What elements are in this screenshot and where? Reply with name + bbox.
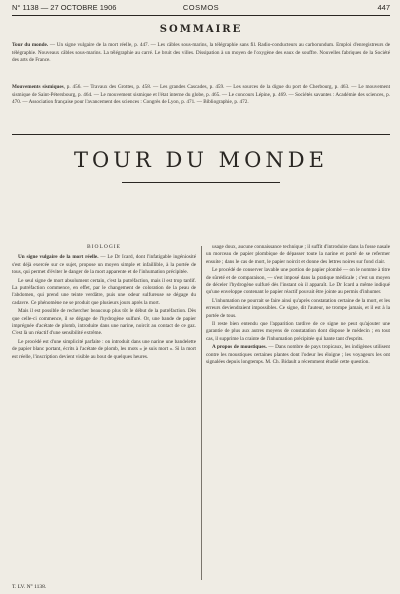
running-head — [12, 3, 390, 15]
header-rule — [12, 15, 390, 16]
left-column — [12, 244, 196, 580]
article-paragraph-1: — Le Dr Icard, dont l'infatigable ingéniosité s'est déjà exercée sur ce sujet, propose un moyen simple et infaillible, à la portée de tous, qui permet d'éviter le danger de la mort apparente et de l'inhumation précipitée. — [12, 254, 196, 276]
sommaire-other-text: , p. 456. — Travaux des Grottes, p. 458. — Les grandes Cascades, p. 459. — Les sources de la digue du port de Cherbourg, p. 463. — Le mouvement sismique de Saint-Pétersbourg, p. 464. — Le mouvement sismique et l'état interne du globe, p. 465. — Le concours Lépine, p. 469. — Sociétés savantes : Académie des sciences, p. 470. — Association française pour l'avancement des sciences : Congrès de Lyon, p. 471. — Bibliographie, p. 472. — [12, 84, 391, 105]
lead-paragraph — [12, 254, 196, 276]
volume-footer: T. LV. N° 1138. — [12, 584, 47, 590]
page-number: 447 — [377, 3, 390, 12]
sommaire-tour-du-monde — [12, 42, 390, 65]
title-underline — [122, 182, 280, 183]
issue-number: N° 1138 — 27 OCTOBRE 1906 — [12, 3, 117, 12]
article-paragraph-2: Le seul signe de mort absolument certain, c'est la putréfaction, mais il est trop tardif. La putréfaction commence, en effet, par le changement de coloration de la peau de l'abdomen, qui prend une teinte verdâtre, puis une odeur sulfureuse se dégage du cadavre. Ce phénomène ne se produit que plusieurs jours après la mort. — [12, 277, 196, 306]
sommaire-title: SOMMAIRE — [159, 24, 243, 35]
article-paragraph-4: Le procédé est d'une simplicité parfaite : on introduit dans une narine une bandelette de papier blanc portant, écrits à l'acétate de plomb, les mots « je suis mort ». Si la mort est réelle, l'inscription devient visible au bout de quelques heures. — [12, 338, 196, 360]
journal-title: COSMOS — [182, 3, 220, 12]
right-paragraph-1: usage doux, aucune connaissance technique ; il suffit d'introduire dans la fosse nasale un morceau de papier plombique de dépasser toute la narine et porté de se refermer ensuite ; dans le cas de mort, le papier noircit et donne des lettres noires sur fond clair. — [206, 244, 390, 265]
sommaire-other-articles — [12, 84, 390, 107]
sommaire-tour-label: Tour du monde. — [12, 42, 49, 48]
right-paragraph-3: L'inhumation ne pourrait se faire ainsi qu'après constatation certaine de la mort, et les erreurs deviendraient impossibles. Ce signe, dit l'auteur, ne trompe jamais, et il est à la portée de tous. — [206, 297, 390, 319]
sommaire-rule — [12, 134, 390, 135]
journal-page — [12, 0, 390, 594]
sommaire-tour-text: — Un signe vulgaire de la mort réelle, p. 447. — Les câbles sous-marins, la télégraphie sans fil. Radio-conducteurs au carborundum. Emploi d'enregistreurs de télégraphie. Nouveaux câbles sous-marins. La télégraphie au carré. Le bruit des villes. Dissipation à un moyen de l'oxygène des eaux de souffre. Nouvelles fabriques de la Société des arts de France. — [12, 42, 390, 63]
right-paragraph-4: Il reste bien entendu que l'apparition tardive de ce signe ne peut qu'ajouter une garantie de plus aux autres moyens de constatation dont dispose le médecin ; en tout cas, il supprime la crainte de l'inhumation précipitée qui hante tant d'esprits. — [206, 321, 390, 342]
right-paragraph-2: Le procédé de conserver lavable une portion de papier plombé — on le nomme à titre de sûreté et de comparaison, — s'est imposé dans la pratique médicale ; c'est un moyen de déceler l'hydrogène sulfuré dès l'instant où il apparaît. Le Dr Icard a même indiqué qu'une enveloppe contenant le papier réactif pouvait être jointe au permis d'inhumer. — [206, 267, 390, 296]
article-lead: Un signe vulgaire de la mort réelle. — [18, 254, 99, 261]
moustiques-paragraph — [206, 344, 390, 366]
article-paragraph-3: Mais il est possible de rechercher beaucoup plus tôt le début de la putréfaction. Dès que celle-ci commence, il se dégage de l'hydrogène sulfuré. Or, une bande de papier imprégnée d'acétate de plomb, introduite dans une narine, noircit au contact de ce gaz. C'est là un réactif d'une sensibilité extrême. — [12, 308, 196, 337]
section-head-biologie: BIOLOGIE — [87, 244, 121, 250]
column-divider — [201, 246, 202, 580]
moustiques-subhead: A propos de moustiques. — [212, 344, 267, 351]
moustiques-text: — Dans nombre de pays tropicaux, les indigènes utilisent contre les moustiques certaines plantes dont l'odeur les éloigne ; les voyageurs les ont signalées depuis longtemps. M. Ch. Bidault a récemment étudié cette question. — [206, 344, 390, 366]
main-title: TOUR DU MONDE — [74, 148, 328, 172]
right-column — [206, 244, 390, 580]
sommaire-other-label: Mouvements sismiques — [12, 84, 64, 90]
